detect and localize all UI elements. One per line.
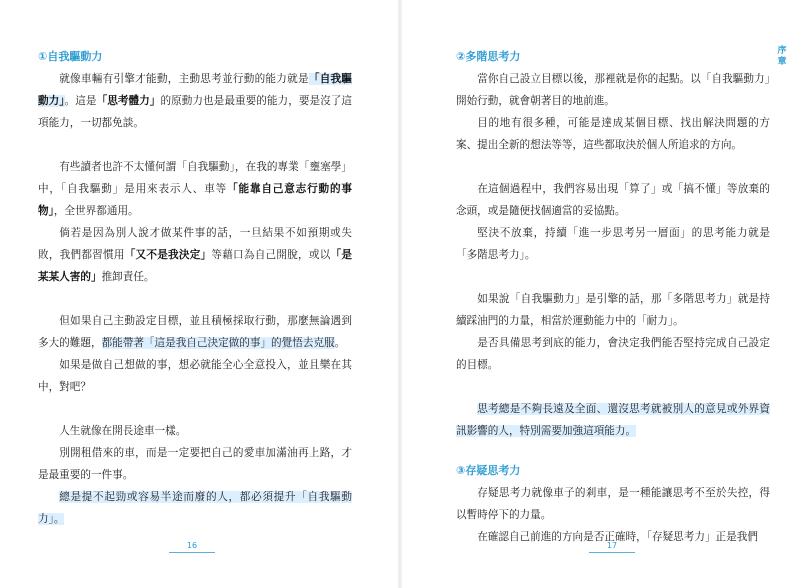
highlight-term: 「自我驅動力」 — [38, 73, 353, 107]
left-paragraph-7 — [38, 442, 352, 486]
right-text-column — [456, 46, 770, 548]
text: 有些讀者也許不太懂何謂「自我驅動」，在我的專業「壅塞學」中，「自我驅動」是用來表示人、車等 — [38, 161, 352, 195]
text: 。這是 — [64, 95, 97, 107]
highlight-phrase: 總是提不起勁或容易半途而廢的人，都必須提升「自我驅動力」。 — [38, 491, 352, 525]
right-paragraph-6: 是否具備思考到底的能力，會決定我們能否堅持完成自己設定的目標。 — [456, 337, 770, 371]
left-text-column — [38, 46, 352, 530]
left-paragraph-6 — [38, 420, 352, 442]
text: 如果是做自己想做的事，想必就能全心全意投入，並且樂在其中，對吧？ — [38, 359, 352, 393]
right-paragraph-4: 堅決不放棄，持續「進一步思考另一層面」的思考能力就是「多階思考力」。 — [456, 227, 770, 261]
left-paragraph-1 — [38, 68, 352, 134]
right-paragraph-5: 如果說「自我驅動力」是引擎的話，那「多階思考力」就是持續踩油門的力量，相當於運動能力中的「耐力」。 — [456, 293, 770, 327]
text: 人生就像在開長途車一樣。 — [59, 425, 187, 437]
left-paragraph-5 — [38, 354, 352, 398]
left-paragraph-2 — [38, 156, 352, 222]
highlight-phrase: 思考總是不夠長遠及全面、還沒思考就被別人的意見或外界資訊影響的人，特別需要加強這項能力。 — [456, 403, 770, 437]
page-number-rule — [169, 552, 215, 553]
right-paragraph-9: 在確認自己前進的方向是否正確時，「存疑思考力」正是我們 — [477, 531, 758, 543]
right-paragraph-3: 在這個過程中，我們容易出現「算了」或「搞不懂」等放棄的念頭，或是隨便找個適當的妥協點。 — [456, 183, 770, 217]
right-paragraph-8: 存疑思考力就像車子的剎車，是一種能讓思考不至於失控，得以暫時停下的力量。 — [456, 487, 770, 521]
left-paragraph-3 — [38, 222, 352, 288]
left-paragraph-8 — [38, 486, 352, 530]
bold-term: 「是某某人害的」 — [38, 249, 353, 283]
bold-term: 「又不是我決定」 — [124, 249, 212, 261]
text: 就像車輛有引擎才能動，主動思考並行動的能力就是 — [59, 73, 309, 85]
page-number-rule — [589, 552, 635, 553]
section-heading-self-drive: ①自我驅動力 — [38, 50, 103, 63]
right-paragraph-7 — [456, 398, 770, 442]
text: 別開租借來的車，而是一定要把自己的愛車加滿油再上路，才是最重要的一件事。 — [38, 447, 352, 481]
page-number-right — [582, 541, 642, 553]
text: 等藉口為自己開脫，或以 — [211, 249, 331, 261]
page-number-left — [162, 541, 222, 553]
section-heading-doubt: ③存疑思考力 — [456, 464, 521, 477]
text: ，全世界都通用。 — [53, 205, 139, 217]
bold-term: 「思考體力」 — [96, 95, 161, 107]
text: 推卸責任。 — [101, 271, 155, 283]
text: 倘若是因為別人說才做某件事的話，一旦結果不如預期或失敗，我們都習慣用 — [38, 227, 352, 261]
highlight-phrase: 都能帶著「這是我自己決定做的事」的覺悟去克服 — [101, 337, 335, 349]
text: 。 — [334, 337, 346, 349]
left-paragraph-4 — [38, 310, 352, 354]
right-paragraph-2: 目的地有很多種，可能是達成某個目標、找出解決問題的方案、提出全新的想法等等，這些都取決於個人所追求的方向。 — [456, 117, 770, 151]
text: 但如果自己主動設定目標，並且積極採取行動，那麼無論遇到多大的難題， — [38, 315, 352, 349]
section-heading-multi-step: ②多階思考力 — [456, 50, 521, 63]
chapter-side-label: 序章 — [777, 46, 787, 67]
page-number-text: 17 — [606, 541, 618, 550]
page-number-text: 16 — [186, 541, 198, 550]
bold-term: 「能靠自己意志行動的事物」 — [38, 183, 353, 217]
text: 的原動力也是最重要的能力，要是沒了這項能力，一切都免談。 — [38, 95, 353, 129]
right-paragraph-1: 當你自己設立目標以後，那裡就是你的起點。以「自我驅動力」開始行動，就會朝著目的地前進。 — [456, 73, 770, 107]
